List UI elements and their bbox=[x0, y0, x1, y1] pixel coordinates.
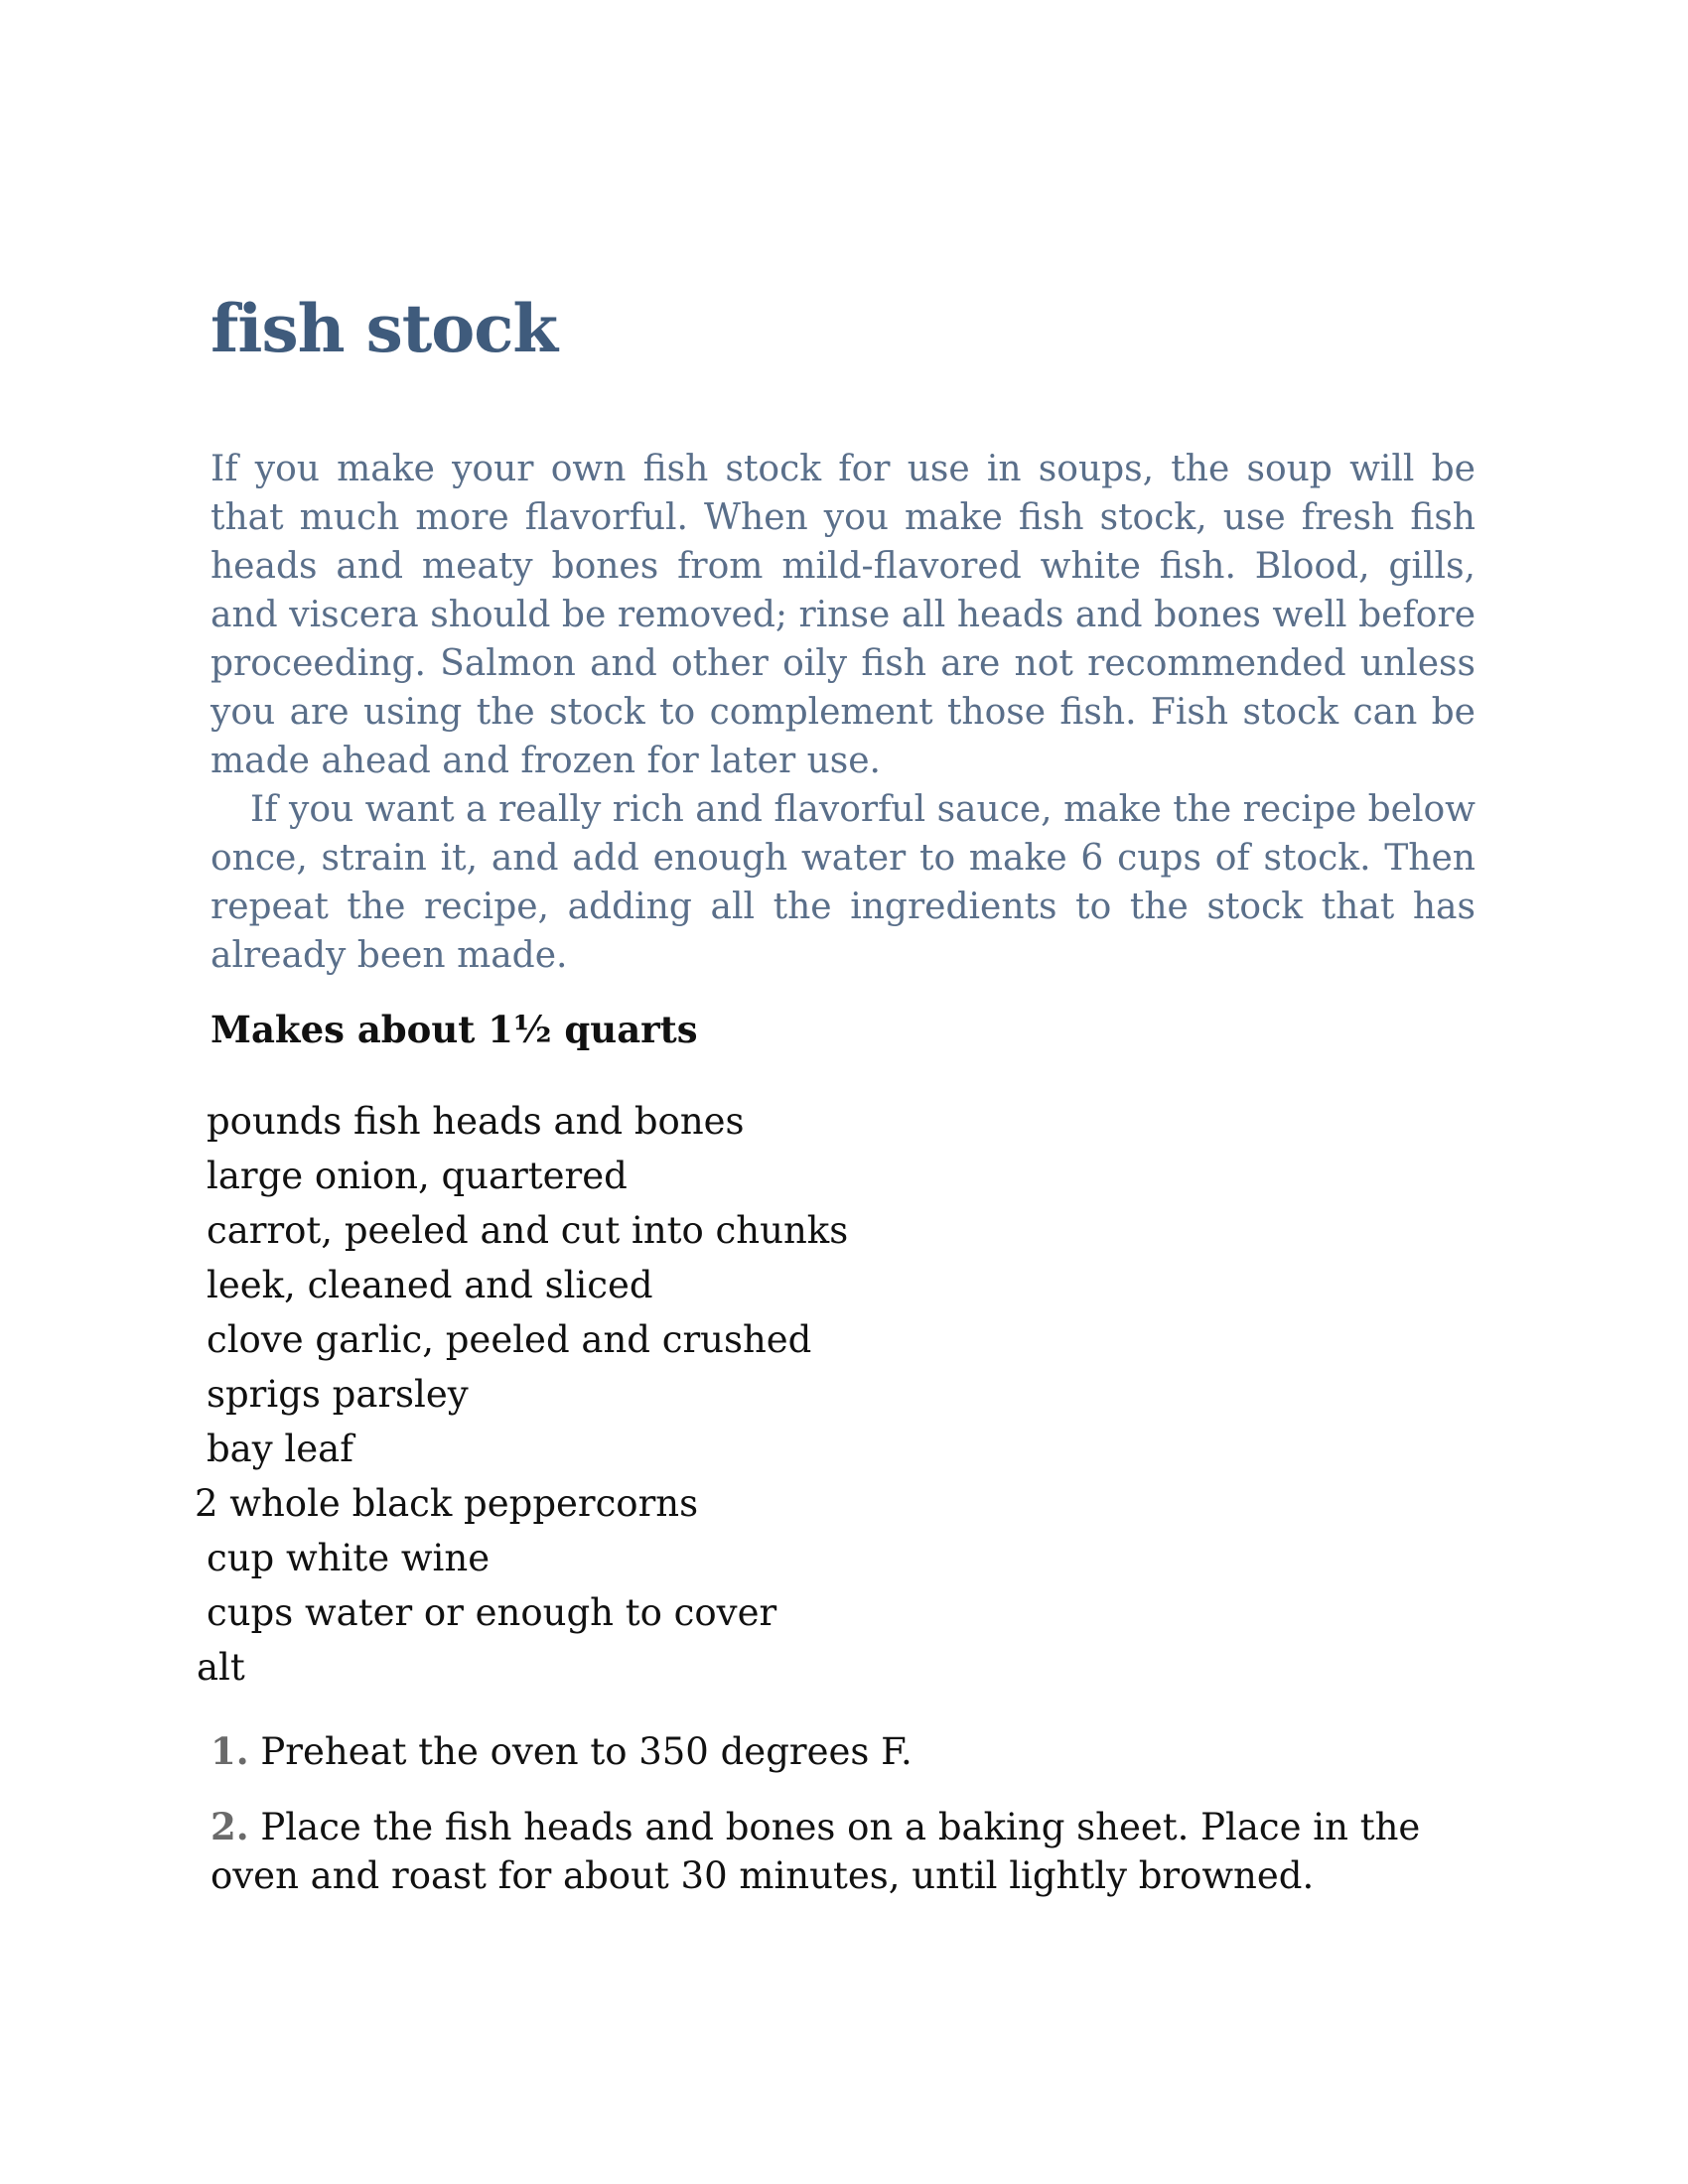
step-list bbox=[211, 1727, 1476, 1927]
ingredient-item bbox=[0, 1367, 1390, 1422]
step-number: 1. bbox=[211, 1729, 249, 1773]
ingredient-text: 2 whole black peppercorns bbox=[195, 1482, 699, 1525]
step-text: Preheat the oven to 350 degrees F. bbox=[260, 1730, 913, 1773]
ingredient-text: leek, cleaned and sliced bbox=[207, 1264, 653, 1306]
recipe-title: fish stock bbox=[211, 290, 558, 367]
ingredient-item bbox=[0, 1312, 1390, 1367]
intro-paragraph: If you want a really rich and flavorful sauce, make the recipe below once, strain it, and add enough water to make 6 cups of stock. Then repeat the recipe, adding all the ingredients to the stock that has already been made. bbox=[211, 789, 1476, 976]
recipe-yield: Makes about 1½ quarts bbox=[211, 1008, 698, 1051]
step-item bbox=[211, 1803, 1476, 1900]
ingredient-list bbox=[0, 1094, 1390, 1690]
ingredient-item bbox=[0, 1149, 1390, 1203]
ingredient-text: clove garlic, peeled and crushed bbox=[207, 1318, 812, 1361]
ingredient-item bbox=[0, 1422, 1390, 1476]
ingredient-item bbox=[0, 1640, 1390, 1690]
ingredient-text: pounds fish heads and bones bbox=[207, 1100, 745, 1143]
ingredient-item bbox=[0, 1203, 1390, 1258]
intro-paragraph: If you make your own fish stock for use in soups, the soup will be that much more flavorful. When you make fish stock, use fresh fish heads and meaty bones from mild-flavored white fish. Blood, gills, and viscera should be removed; rinse all heads and bones well before proceeding. Salmon and other oily fish are not recommended unless you are using the stock to complement those fish. Fish stock can be made ahead and frozen for later use. bbox=[211, 449, 1476, 781]
ingredient-item bbox=[0, 1531, 1390, 1585]
step-item bbox=[211, 1727, 1476, 1776]
intro-text bbox=[211, 445, 1476, 980]
ingredient-text: cup white wine bbox=[207, 1537, 491, 1579]
ingredient-item bbox=[0, 1258, 1390, 1312]
ingredient-text: carrot, peeled and cut into chunks bbox=[207, 1209, 849, 1252]
ingredient-text: bay leaf bbox=[207, 1428, 353, 1470]
ingredient-text: alt bbox=[197, 1646, 245, 1689]
ingredient-item bbox=[0, 1094, 1390, 1149]
ingredient-text: large onion, quartered bbox=[207, 1155, 628, 1197]
step-number: 2. bbox=[211, 1805, 249, 1848]
ingredient-item bbox=[0, 1476, 1390, 1531]
step-text: Place the fish heads and bones on a baking sheet. Place in the oven and roast for about 30 minutes, until lightly browned. bbox=[211, 1806, 1421, 1897]
ingredient-item bbox=[0, 1585, 1390, 1640]
ingredient-text: cups water or enough to cover bbox=[207, 1591, 777, 1634]
ingredient-text: sprigs parsley bbox=[207, 1373, 469, 1416]
